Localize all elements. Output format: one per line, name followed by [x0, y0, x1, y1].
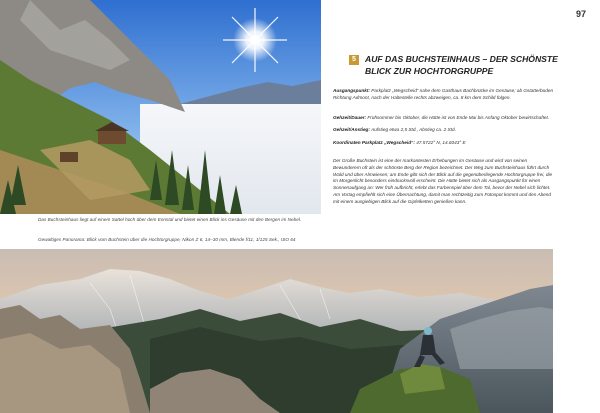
page-number: 97 [575, 9, 586, 19]
info-label: Gehzeit/Dauer: [333, 115, 367, 120]
info-value: Parkplatz „Wegscheid“ nahe dem Gasthaus Bachbrücke im Gesäuse; ab Gstatterboden Richtung Admont, nach der Haltestelle rechts abzweigen, ca. 8 km dem Schild folgen. [333, 88, 554, 100]
description-paragraph: Der Große Buchstein ist eine der markantesten Erhebungen im Gesäuse und wird von seinen Bewunderern oft als der schönste Berg der Region bezeichnet. Der Weg zum Buchsteinhaus führt durch Wald und über Almwiesen; am Ende gibt sich der Blick auf die gegenüberliegende Hochtorgruppe frei, die im Morgenlicht besonders eindrucksvoll erscheint. Die Hütte bietet sich als Ausgangspunkt für einen Sonnenaufgang an: Wer früh aufbricht, erlebt das Farbenspiel über dem Tal, bevor der Nebel sich lichtet. Am Vortag empfiehlt sich eine Übernachtung, damit man rechtzeitig zum Fotospot kommt und den Abend mit einem ausgiebigen Blick auf die Gipfelketten genießen kann. [333, 158, 553, 204]
section-heading [349, 54, 564, 77]
info-label: Gehzeit/Anstieg: [333, 127, 370, 132]
info-label: Ausgangspunkt: [333, 88, 370, 93]
photo-buchsteinhaus-fog [0, 0, 321, 214]
photo-hochtor-panorama [0, 249, 553, 413]
info-value: Aufstieg etwa 2,5 Std., Abstieg ca. 2 Std. [371, 127, 456, 132]
info-label: Koordinaten Parkplatz „Wegscheid“: [333, 140, 415, 145]
info-season [333, 115, 555, 122]
photo-caption-top: Das Buchsteinhaus liegt auf einem Sattel hoch über dem Ennstal und bietet einen Blick ins Gesäuse mit den Bergen im Nebel. [38, 217, 302, 222]
section-number-badge: 5 [349, 55, 359, 65]
info-start-point [333, 88, 555, 102]
info-duration [333, 127, 555, 134]
info-value: 47.5722° N, 14.6043° E [416, 140, 466, 145]
info-value: Frühsommer bis Oktober, die Hütte ist von Ende Mai bis Anfang Oktober bewirtschaftet. [367, 115, 550, 120]
photo-caption-bottom: Gewaltiges Panorama: Blick vom Buchstein über die Hochtorgruppe, Nikon Z 6, 14–30 mm, Blende f/11, 1/125 Sek., ISO 64 [38, 237, 296, 242]
section-title: AUF DAS BUCHSTEINHAUS – DER SCHÖNSTE BLICK ZUR HOCHTORGRUPPE [365, 54, 558, 76]
info-coordinates [333, 140, 555, 147]
